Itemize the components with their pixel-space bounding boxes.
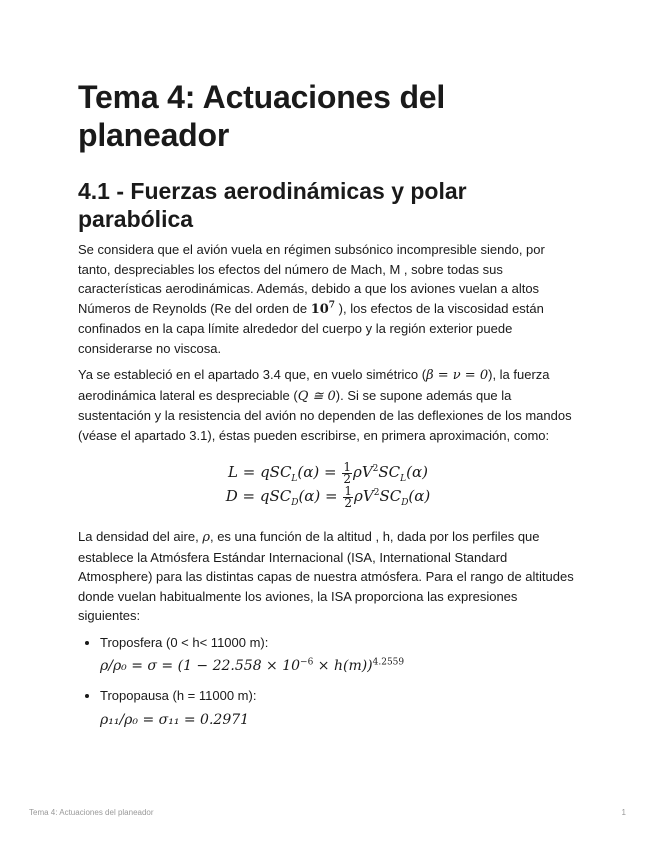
text: , es una función de la altitud , h, dada por los perfiles que establece la Atmósfera Estándar Internacional (ISA, International Standard Atmosphere) para las distintas capas de nuestra atmósfera. Para el rango de altitudes donde vuelan habitualmente los aviones, la ISA proporciona las expresiones siguientes:: [78, 529, 574, 623]
math-exponent: 7: [328, 300, 336, 311]
eq-sub: D: [401, 498, 409, 508]
lift-equation: [78, 461, 578, 485]
eq-sup: 2: [372, 464, 379, 474]
eq-part: SC: [379, 487, 402, 505]
list-item-tropopause: [100, 686, 578, 730]
document-page: [78, 78, 578, 740]
lateral-force-math: Q ≅ 0: [297, 388, 336, 404]
eq-part: D = qSC: [225, 487, 292, 505]
eq-sub: L: [400, 474, 407, 484]
paragraph-lateral-force: [78, 365, 578, 445]
section-heading: 4.1 - Fuerzas aerodinámicas y polar parabólica: [78, 178, 467, 232]
fraction-denominator: 2: [344, 495, 353, 510]
page-title: Tema 4: Actuaciones del planeador: [78, 79, 446, 153]
density-symbol: ρ: [202, 530, 210, 545]
drag-equation: [78, 485, 578, 509]
fraction: [342, 459, 352, 486]
text: Se considera que el avión vuela en régimen subsónico incompresible siendo, por tanto, despreciables los efectos del número de Mach, M , sobre todas sus características aerodinámicas. Además, debido a que los aviones vuelan a altos Números de Reynolds (Re del orden de: [78, 242, 545, 316]
formula-exponent: 4.2559: [372, 657, 405, 668]
math-base: 10: [310, 301, 329, 317]
formula-part: × h(m)): [313, 658, 373, 674]
list-item-label: Troposfera (0 < h< 11000 m):: [100, 634, 269, 650]
eq-sub: L: [291, 474, 298, 484]
fraction-numerator: 1: [344, 483, 353, 498]
symmetric-flight-math: β = ν = 0: [426, 368, 489, 383]
eq-part: (α): [406, 463, 428, 481]
eq-part: ρV: [353, 463, 373, 481]
lift-drag-equations: [78, 461, 578, 509]
text: ). Si se supone además que la sustentación y la resistencia del avión no dependen de las deflexiones de los mandos (véase el apartado 3.1), éstas pueden escribirse, en primera aproximación, como:: [78, 387, 572, 443]
fraction: [343, 483, 353, 510]
paragraph-intro: [78, 240, 578, 358]
text: La densidad del aire,: [78, 529, 203, 544]
list-item-troposphere: [100, 633, 578, 677]
text: ), la fuerza aerodinámica lateral es despreciable (: [78, 367, 550, 403]
paragraph-density: [78, 527, 578, 626]
reynolds-math: [311, 302, 335, 317]
fraction-denominator: 2: [343, 471, 351, 486]
formula-part: ρ/ρ₀ = σ = (1 − 22.558 × 10: [100, 658, 301, 674]
text: ), los efectos de la viscosidad están confinados en la capa límite alrededor del cuerpo y la región exterior puede considerarse no viscosa.: [78, 300, 544, 356]
formula-exponent: −6: [300, 657, 314, 668]
eq-part: (α) =: [297, 463, 342, 481]
eq-part: ρV: [354, 487, 374, 505]
troposphere-formula: [100, 656, 578, 676]
page-footer: [29, 808, 626, 817]
footer-title: Tema 4: Actuaciones del planeador: [29, 808, 154, 817]
eq-part: (α): [408, 487, 431, 505]
tropopause-formula: ρ₁₁/ρ₀ = σ₁₁ = 0.2971: [100, 711, 250, 728]
fraction-numerator: 1: [343, 459, 351, 474]
eq-part: SC: [378, 463, 401, 481]
text: Ya se estableció en el apartado 3.4 que, en vuelo simétrico (: [78, 367, 427, 382]
eq-part: (α) =: [298, 487, 343, 505]
page-number: 1: [621, 808, 626, 817]
eq-part: L = qSC: [228, 463, 292, 481]
isa-layer-list: [78, 633, 578, 730]
list-item-label: Tropopausa (h = 11000 m):: [100, 688, 257, 703]
eq-sup: 2: [373, 488, 380, 498]
eq-sub: D: [291, 498, 299, 508]
